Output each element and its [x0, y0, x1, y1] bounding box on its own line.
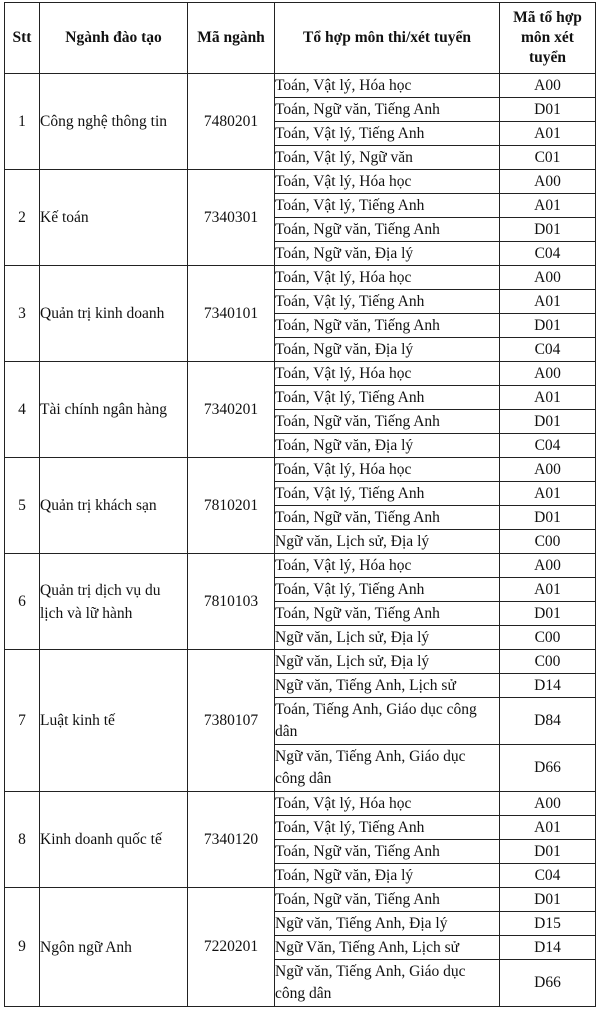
major-name-cell: Quản trị dịch vụ du lịch và lữ hành [40, 554, 188, 650]
table-row [5, 650, 596, 674]
combination-code-cell: D66 [500, 960, 596, 1007]
combination-cell: Ngữ văn, Tiếng Anh, Địa lý [275, 912, 500, 936]
combination-cell: Toán, Vật lý, Hóa học [275, 266, 500, 290]
major-name-cell: Luật kinh tế [40, 650, 188, 792]
combination-code-cell: C04 [500, 242, 596, 266]
combination-code-cell: A00 [500, 266, 596, 290]
major-name-cell: Kinh doanh quốc tế [40, 792, 188, 888]
combination-cell: Toán, Vật lý, Tiếng Anh [275, 290, 500, 314]
table-row [5, 74, 596, 98]
combination-code-cell: C00 [500, 650, 596, 674]
table-row [5, 888, 596, 912]
major-name-cell: Ngôn ngữ Anh [40, 888, 188, 1007]
combination-code-cell: D84 [500, 698, 596, 745]
stt-cell: 9 [5, 888, 40, 1007]
combination-code-cell: D01 [500, 506, 596, 530]
combination-code-cell: A00 [500, 170, 596, 194]
combination-code-cell: C00 [500, 530, 596, 554]
combination-cell: Toán, Ngữ văn, Địa lý [275, 242, 500, 266]
combination-cell: Toán, Vật lý, Tiếng Anh [275, 482, 500, 506]
stt-cell: 7 [5, 650, 40, 792]
combination-cell: Toán, Ngữ văn, Tiếng Anh [275, 410, 500, 434]
table-row [5, 266, 596, 290]
combination-cell: Toán, Ngữ văn, Tiếng Anh [275, 314, 500, 338]
combination-code-cell: C00 [500, 626, 596, 650]
combination-cell: Toán, Ngữ văn, Địa lý [275, 434, 500, 458]
combination-cell: Toán, Vật lý, Hóa học [275, 458, 500, 482]
major-name-cell: Quản trị kinh doanh [40, 266, 188, 362]
major-code-cell: 7340301 [188, 170, 275, 266]
combination-code-cell: D01 [500, 888, 596, 912]
combination-cell: Ngữ văn, Tiếng Anh, Giáo dục công dân [275, 745, 500, 792]
combination-cell: Toán, Vật lý, Hóa học [275, 554, 500, 578]
combination-cell: Toán, Tiếng Anh, Giáo dục công dân [275, 698, 500, 745]
combination-code-cell: A00 [500, 74, 596, 98]
combination-code-cell: D15 [500, 912, 596, 936]
stt-cell: 6 [5, 554, 40, 650]
table-row [5, 170, 596, 194]
combination-cell: Toán, Ngữ văn, Tiếng Anh [275, 602, 500, 626]
combination-code-cell: D66 [500, 745, 596, 792]
major-name-cell: Kế toán [40, 170, 188, 266]
combination-cell: Toán, Ngữ văn, Tiếng Anh [275, 98, 500, 122]
major-code-cell: 7340101 [188, 266, 275, 362]
table-row [5, 362, 596, 386]
combination-code-cell: A01 [500, 386, 596, 410]
admission-table [4, 2, 596, 1007]
major-code-cell: 7480201 [188, 74, 275, 170]
header-stt: Stt [5, 3, 40, 74]
combination-code-cell: A00 [500, 554, 596, 578]
combination-cell: Toán, Vật lý, Tiếng Anh [275, 122, 500, 146]
stt-cell: 1 [5, 74, 40, 170]
major-code-cell: 7220201 [188, 888, 275, 1007]
header-combination: Tổ hợp môn thi/xét tuyển [275, 3, 500, 74]
major-name-cell: Quản trị khách sạn [40, 458, 188, 554]
combination-code-cell: A01 [500, 578, 596, 602]
combination-code-cell: A01 [500, 482, 596, 506]
combination-code-cell: C04 [500, 434, 596, 458]
stt-cell: 5 [5, 458, 40, 554]
combination-cell: Toán, Ngữ văn, Tiếng Anh [275, 218, 500, 242]
combination-code-cell: A01 [500, 290, 596, 314]
major-code-cell: 7340120 [188, 792, 275, 888]
major-name-cell: Tài chính ngân hàng [40, 362, 188, 458]
combination-code-cell: A00 [500, 458, 596, 482]
combination-cell: Toán, Vật lý, Hóa học [275, 792, 500, 816]
header-combination-code: Mã tổ hợp môn xét tuyển [500, 3, 596, 74]
combination-cell: Toán, Ngữ văn, Tiếng Anh [275, 506, 500, 530]
table-row [5, 792, 596, 816]
combination-cell: Ngữ văn, Tiếng Anh, Lịch sử [275, 674, 500, 698]
combination-cell: Toán, Ngữ văn, Địa lý [275, 338, 500, 362]
combination-code-cell: C04 [500, 338, 596, 362]
header-major: Ngành đào tạo [40, 3, 188, 74]
combination-code-cell: D01 [500, 314, 596, 338]
combination-code-cell: D01 [500, 98, 596, 122]
combination-code-cell: D01 [500, 840, 596, 864]
header-major-code: Mã ngành [188, 3, 275, 74]
combination-code-cell: D01 [500, 410, 596, 434]
combination-cell: Ngữ văn, Lịch sử, Địa lý [275, 530, 500, 554]
stt-cell: 4 [5, 362, 40, 458]
combination-cell: Toán, Vật lý, Hóa học [275, 362, 500, 386]
combination-cell: Toán, Vật lý, Tiếng Anh [275, 578, 500, 602]
combination-cell: Toán, Vật lý, Hóa học [275, 74, 500, 98]
combination-cell: Ngữ văn, Tiếng Anh, Giáo dục công dân [275, 960, 500, 1007]
combination-code-cell: C04 [500, 864, 596, 888]
combination-cell: Toán, Vật lý, Ngữ văn [275, 146, 500, 170]
combination-cell: Toán, Vật lý, Tiếng Anh [275, 386, 500, 410]
table-row [5, 554, 596, 578]
stt-cell: 8 [5, 792, 40, 888]
combination-code-cell: D01 [500, 602, 596, 626]
combination-cell: Toán, Ngữ văn, Địa lý [275, 864, 500, 888]
major-code-cell: 7340201 [188, 362, 275, 458]
combination-cell: Toán, Vật lý, Tiếng Anh [275, 816, 500, 840]
major-code-cell: 7380107 [188, 650, 275, 792]
stt-cell: 2 [5, 170, 40, 266]
combination-cell: Toán, Vật lý, Hóa học [275, 170, 500, 194]
combination-code-cell: A01 [500, 122, 596, 146]
combination-cell: Toán, Ngữ văn, Tiếng Anh [275, 840, 500, 864]
combination-code-cell: D01 [500, 218, 596, 242]
combination-cell: Ngữ Văn, Tiếng Anh, Lịch sử [275, 936, 500, 960]
table-row [5, 458, 596, 482]
combination-code-cell: A00 [500, 792, 596, 816]
major-code-cell: 7810201 [188, 458, 275, 554]
combination-cell: Toán, Vật lý, Tiếng Anh [275, 194, 500, 218]
combination-cell: Ngữ văn, Lịch sử, Địa lý [275, 626, 500, 650]
combination-code-cell: A01 [500, 816, 596, 840]
combination-cell: Ngữ văn, Lịch sử, Địa lý [275, 650, 500, 674]
combination-code-cell: A00 [500, 362, 596, 386]
combination-code-cell: D14 [500, 674, 596, 698]
major-name-cell: Công nghệ thông tin [40, 74, 188, 170]
combination-code-cell: D14 [500, 936, 596, 960]
stt-cell: 3 [5, 266, 40, 362]
combination-cell: Toán, Ngữ văn, Tiếng Anh [275, 888, 500, 912]
combination-code-cell: C01 [500, 146, 596, 170]
header-row [5, 3, 596, 74]
combination-code-cell: A01 [500, 194, 596, 218]
major-code-cell: 7810103 [188, 554, 275, 650]
